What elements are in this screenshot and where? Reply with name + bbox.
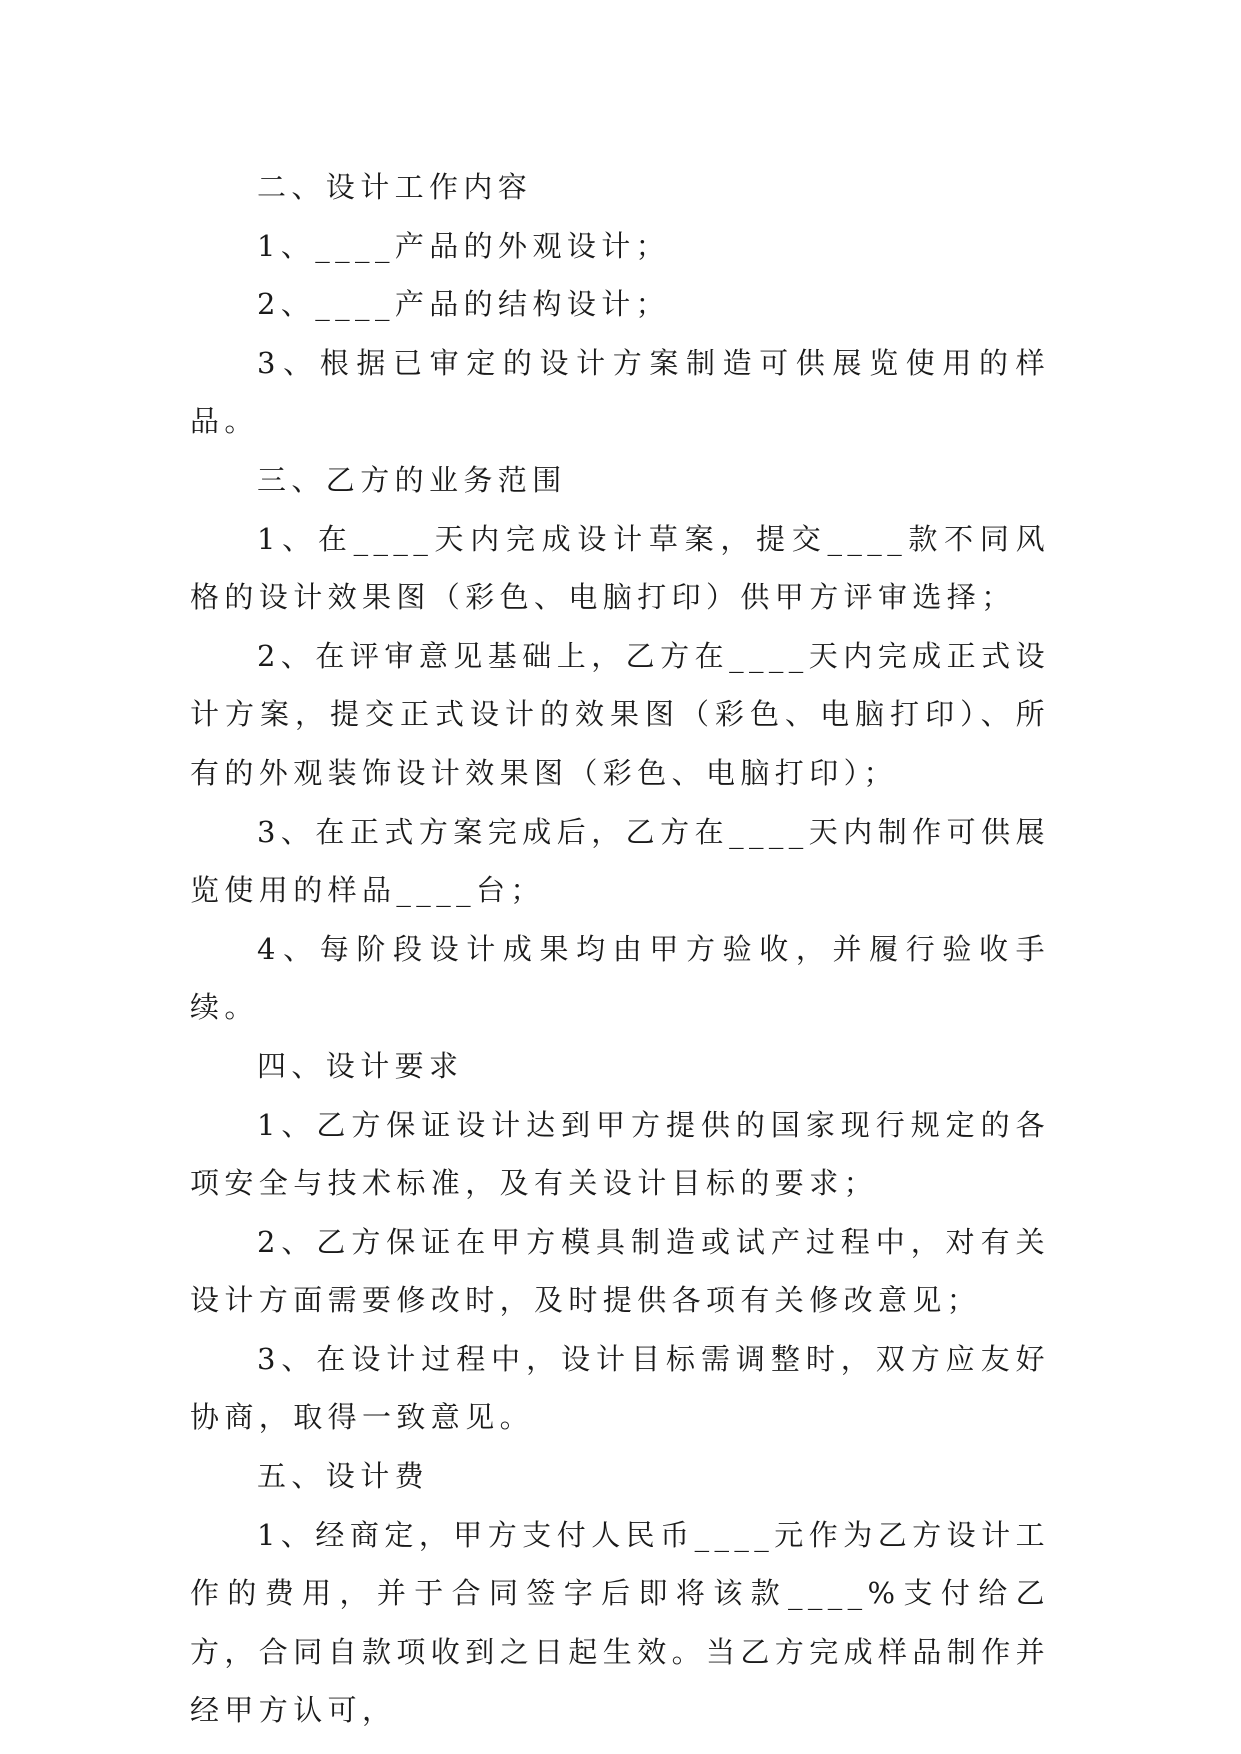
design-item-1: 1、____产品的外观设计； bbox=[257, 228, 671, 263]
heading-business-scope: 三、乙方的业务范围 bbox=[257, 462, 567, 497]
heading-design-requirements: 四、设计要求 bbox=[257, 1048, 464, 1083]
scope-item-4: 4、每阶段设计成果均由甲方验收，并履行验收手续。 bbox=[190, 931, 1050, 1025]
requirement-item-2: 2、乙方保证在甲方模具制造或试产过程中，对有关设计方面需要修改时，及时提供各项有关修改意见； bbox=[190, 1224, 1050, 1318]
scope-item-2: 2、在评审意见基础上，乙方在____天内完成正式设计方案，提交正式设计的效果图（彩色、电脑打印）、所有的外观装饰设计效果图（彩色、电脑打印）； bbox=[190, 638, 1050, 790]
scope-item-1: 1、在____天内完成设计草案，提交____款不同风格的设计效果图（彩色、电脑打印）供甲方评审选择； bbox=[190, 521, 1050, 615]
fee-item-1: 1、经商定，甲方支付人民币____元作为乙方设计工作的费用，并于合同签字后即将该款____%支付给乙方，合同自款项收到之日起生效。当乙方完成样品制作并经甲方认可， bbox=[190, 1517, 1051, 1728]
heading-design-work-content: 二、设计工作内容 bbox=[257, 170, 533, 204]
requirement-item-1: 1、乙方保证设计达到甲方提供的国家现行规定的各项安全与技术标准，及有关设计目标的要求； bbox=[190, 1107, 1050, 1201]
requirement-item-3: 3、在设计过程中，设计目标需调整时，双方应友好协商，取得一致意见。 bbox=[190, 1341, 1050, 1435]
design-item-3: 3、根据已审定的设计方案制造可供展览使用的样品。 bbox=[190, 345, 1050, 439]
document-page bbox=[190, 158, 1050, 1740]
scope-item-3: 3、在正式方案完成后，乙方在____天内制作可供展览使用的样品____台； bbox=[190, 814, 1050, 908]
heading-design-fee: 五、设计费 bbox=[257, 1459, 430, 1494]
design-item-2: 2、____产品的结构设计； bbox=[257, 287, 671, 322]
